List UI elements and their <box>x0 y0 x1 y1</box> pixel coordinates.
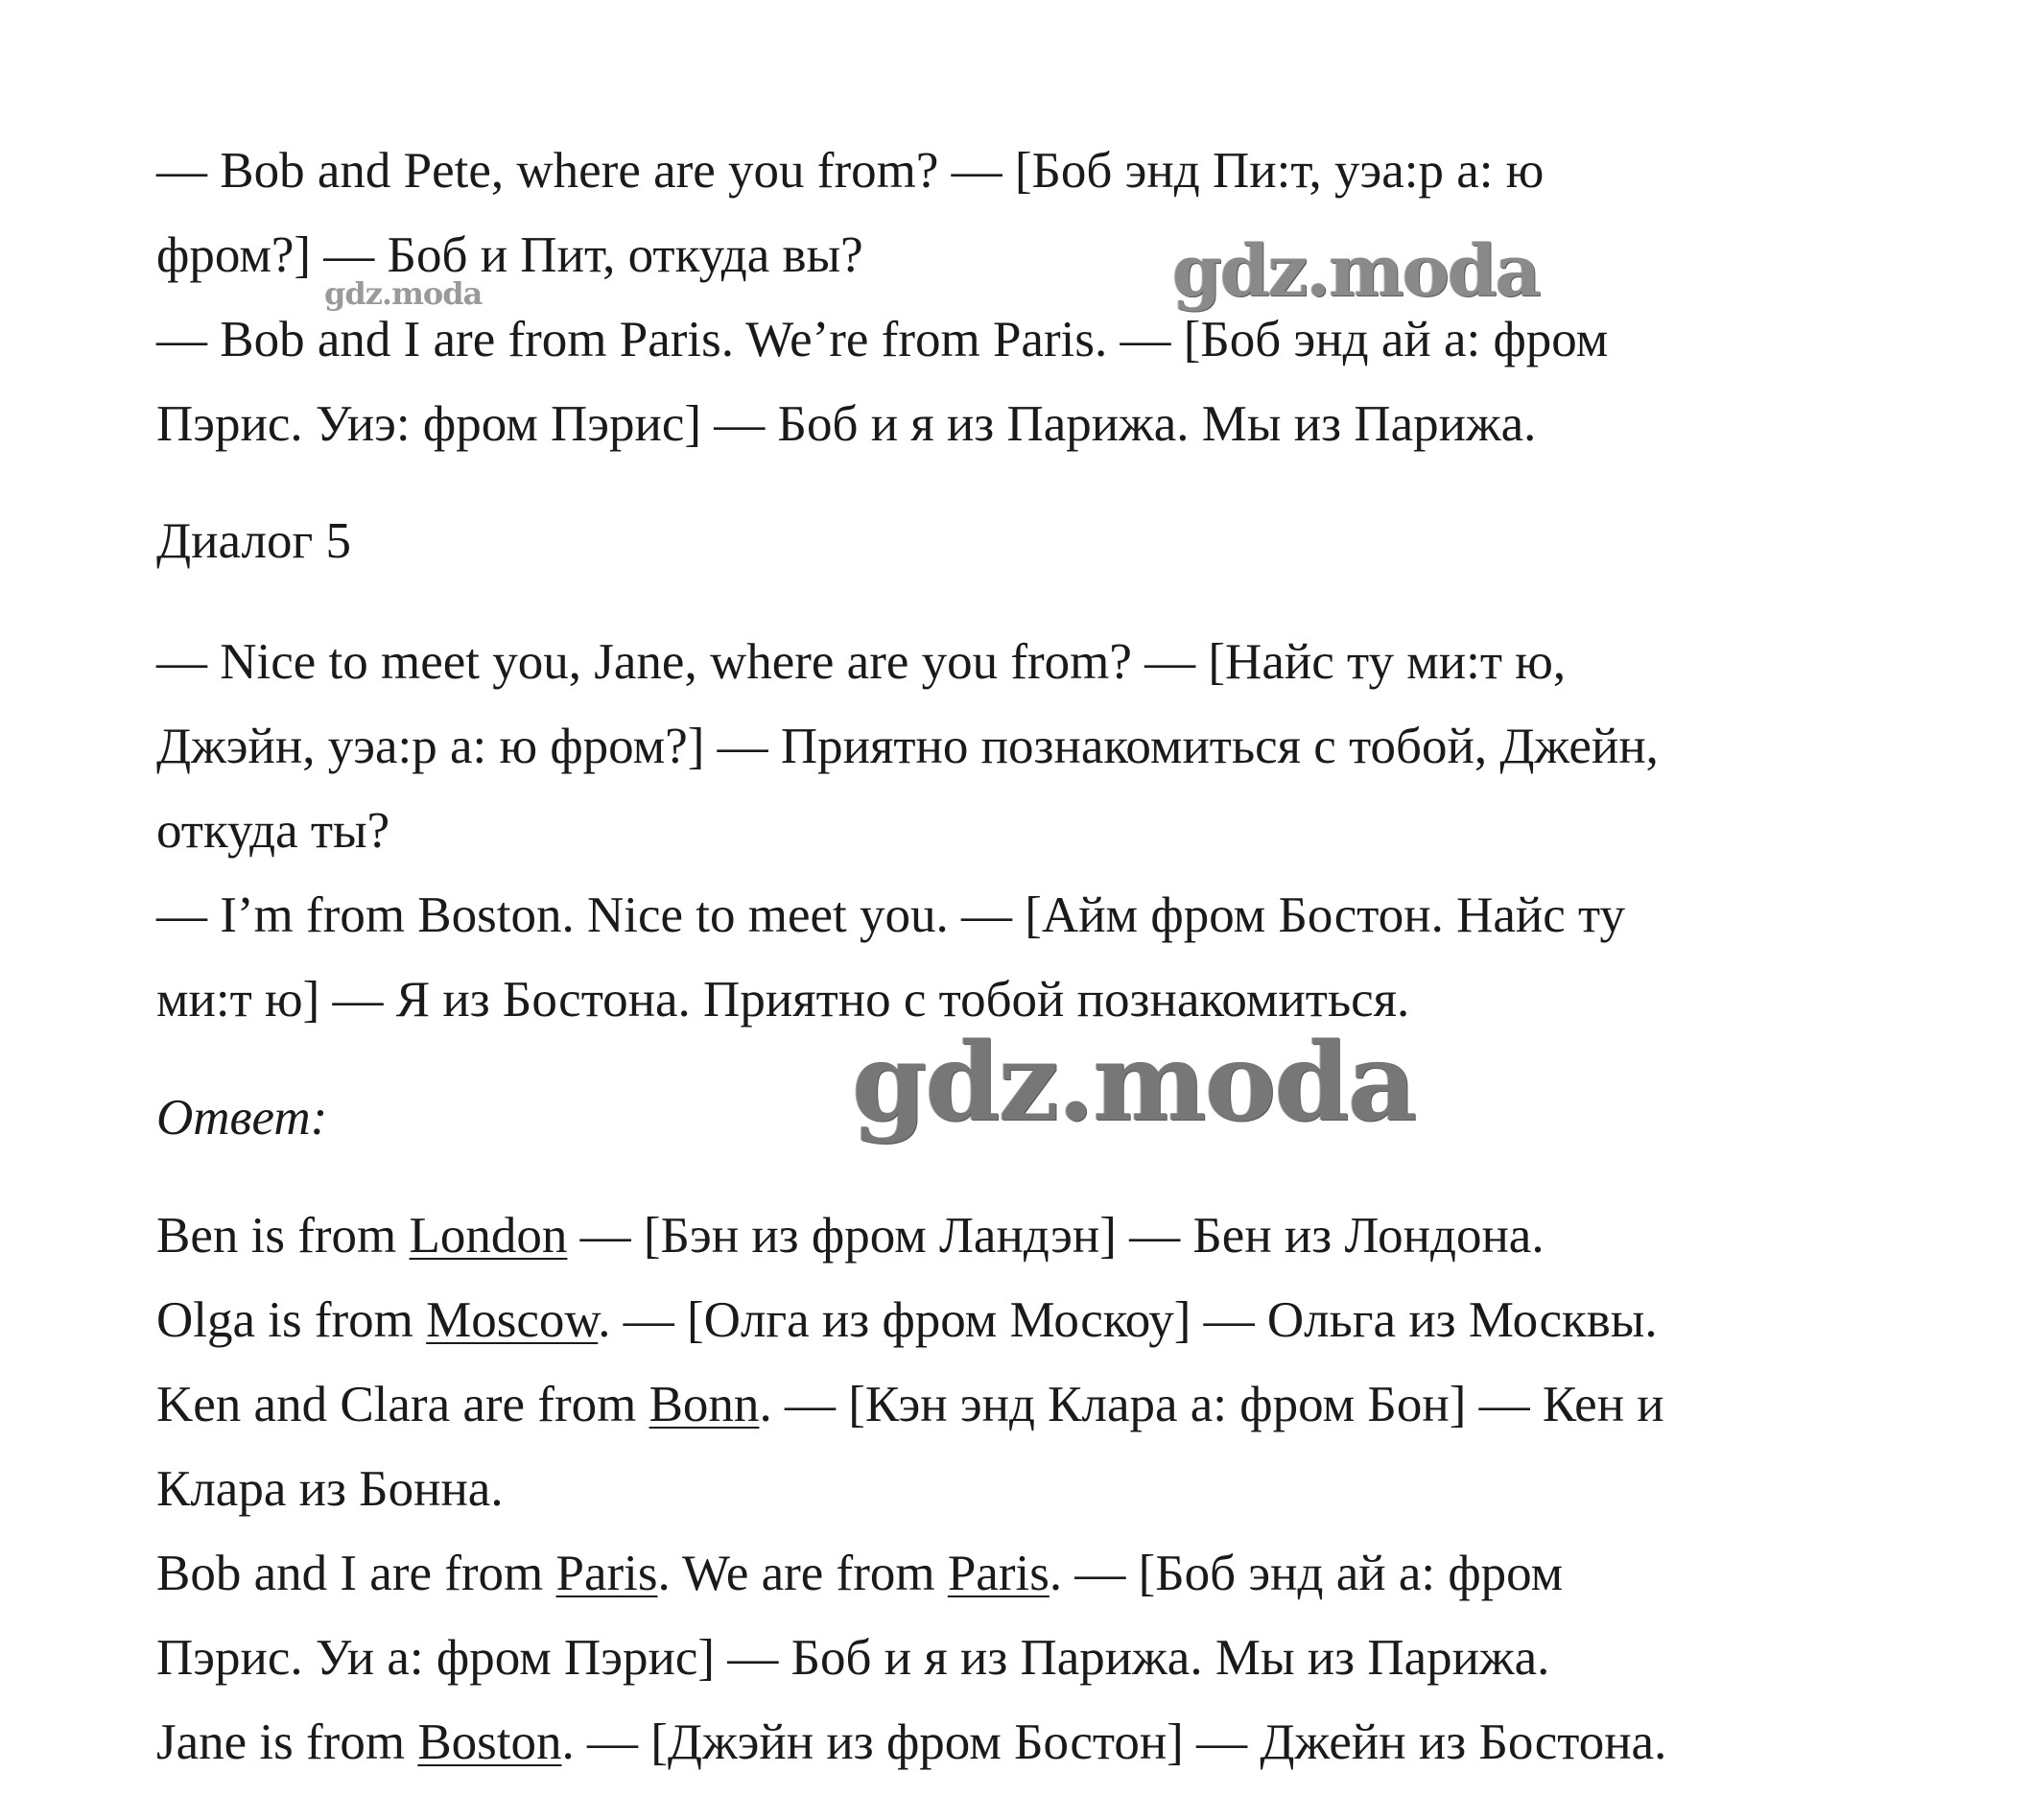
dialog5-heading: Диалог 5 <box>156 513 351 569</box>
dialog4-line-1: — Bob and Pete, where are you from? — [Боб энд Пи:т, уэа:р а: ю <box>156 143 1545 199</box>
answer-3-rest: . — [Кэн энд Клара а: фром Бон] — Кен и <box>759 1377 1664 1432</box>
answer-3-text: Ken and Clara are from <box>156 1377 649 1432</box>
answer-line-2 <box>156 1291 1658 1349</box>
answer-5-rest: . — [Джэйн из фром Бостон] — Джейн из Бостона. <box>561 1714 1667 1770</box>
dialog4-line-3: — Bob and I are from Paris. We’re from Paris. — [Боб энд ай а: фром <box>156 312 1609 367</box>
answer-4-rest: . — [Боб энд ай а: фром <box>1049 1546 1564 1601</box>
dialog4-line-4: Пэрис. Уиэ: фром Пэрис] — Боб и я из Парижа. Мы из Парижа. <box>156 396 1537 452</box>
answer-line-5 <box>156 1714 1666 1771</box>
answer-line-4b: Пэрис. Уи а: фром Пэрис] — Боб и я из Парижа. Мы из Парижа. <box>156 1630 1550 1686</box>
answer-4-city-1: Paris <box>555 1546 658 1601</box>
answer-2-rest: . — [Олга из фром Москоу] — Ольга из Москвы. <box>598 1292 1658 1348</box>
answer-1-text: Ben is from <box>156 1208 410 1264</box>
answer-4-city-2: Paris <box>947 1546 1049 1601</box>
answer-2-city: Moscow <box>426 1292 599 1348</box>
answer-2-text: Olga is from <box>156 1292 427 1348</box>
answer-line-3b: Клара из Бонна. <box>156 1461 504 1517</box>
watermark-large: gdz.moda <box>852 1020 1416 1146</box>
answer-line-1 <box>156 1207 1545 1265</box>
watermark-small: gdz.moda <box>324 275 483 312</box>
dialog5-line-5: ми:т ю] — Я из Бостона. Приятно с тобой познакомиться. <box>156 972 1410 1028</box>
answer-line-4 <box>156 1545 1563 1602</box>
watermark-medium: gdz.moda <box>1172 230 1540 313</box>
answer-1-rest: — [Бэн из фром Ландэн] — Бен из Лондона. <box>567 1208 1545 1264</box>
answer-line-3 <box>156 1376 1664 1433</box>
dialog5-line-1: — Nice to meet you, Jane, where are you from? — [Найс ту ми:т ю, <box>156 634 1567 690</box>
answer-3-city: Bonn <box>648 1377 760 1432</box>
dialog5-line-2: Джэйн, уэа:р а: ю фром?] — Приятно познакомиться с тобой, Джейн, <box>156 719 1659 774</box>
answer-4-mid: . We are from <box>657 1546 948 1601</box>
dialog5-line-3: откуда ты? <box>156 803 390 859</box>
answer-5-text: Jane is from <box>156 1714 418 1770</box>
dialog5-line-4: — I’m from Boston. Nice to meet you. — [Айм фром Бостон. Найс ту <box>156 887 1625 943</box>
answer-5-city: Boston <box>417 1714 562 1770</box>
answer-heading: Ответ: <box>156 1090 328 1146</box>
dialog4-line-2: фром?] — Боб и Пит, откуда вы? <box>156 227 863 283</box>
answer-4-text: Bob and I are from <box>156 1546 556 1601</box>
answer-1-city: London <box>409 1208 568 1264</box>
